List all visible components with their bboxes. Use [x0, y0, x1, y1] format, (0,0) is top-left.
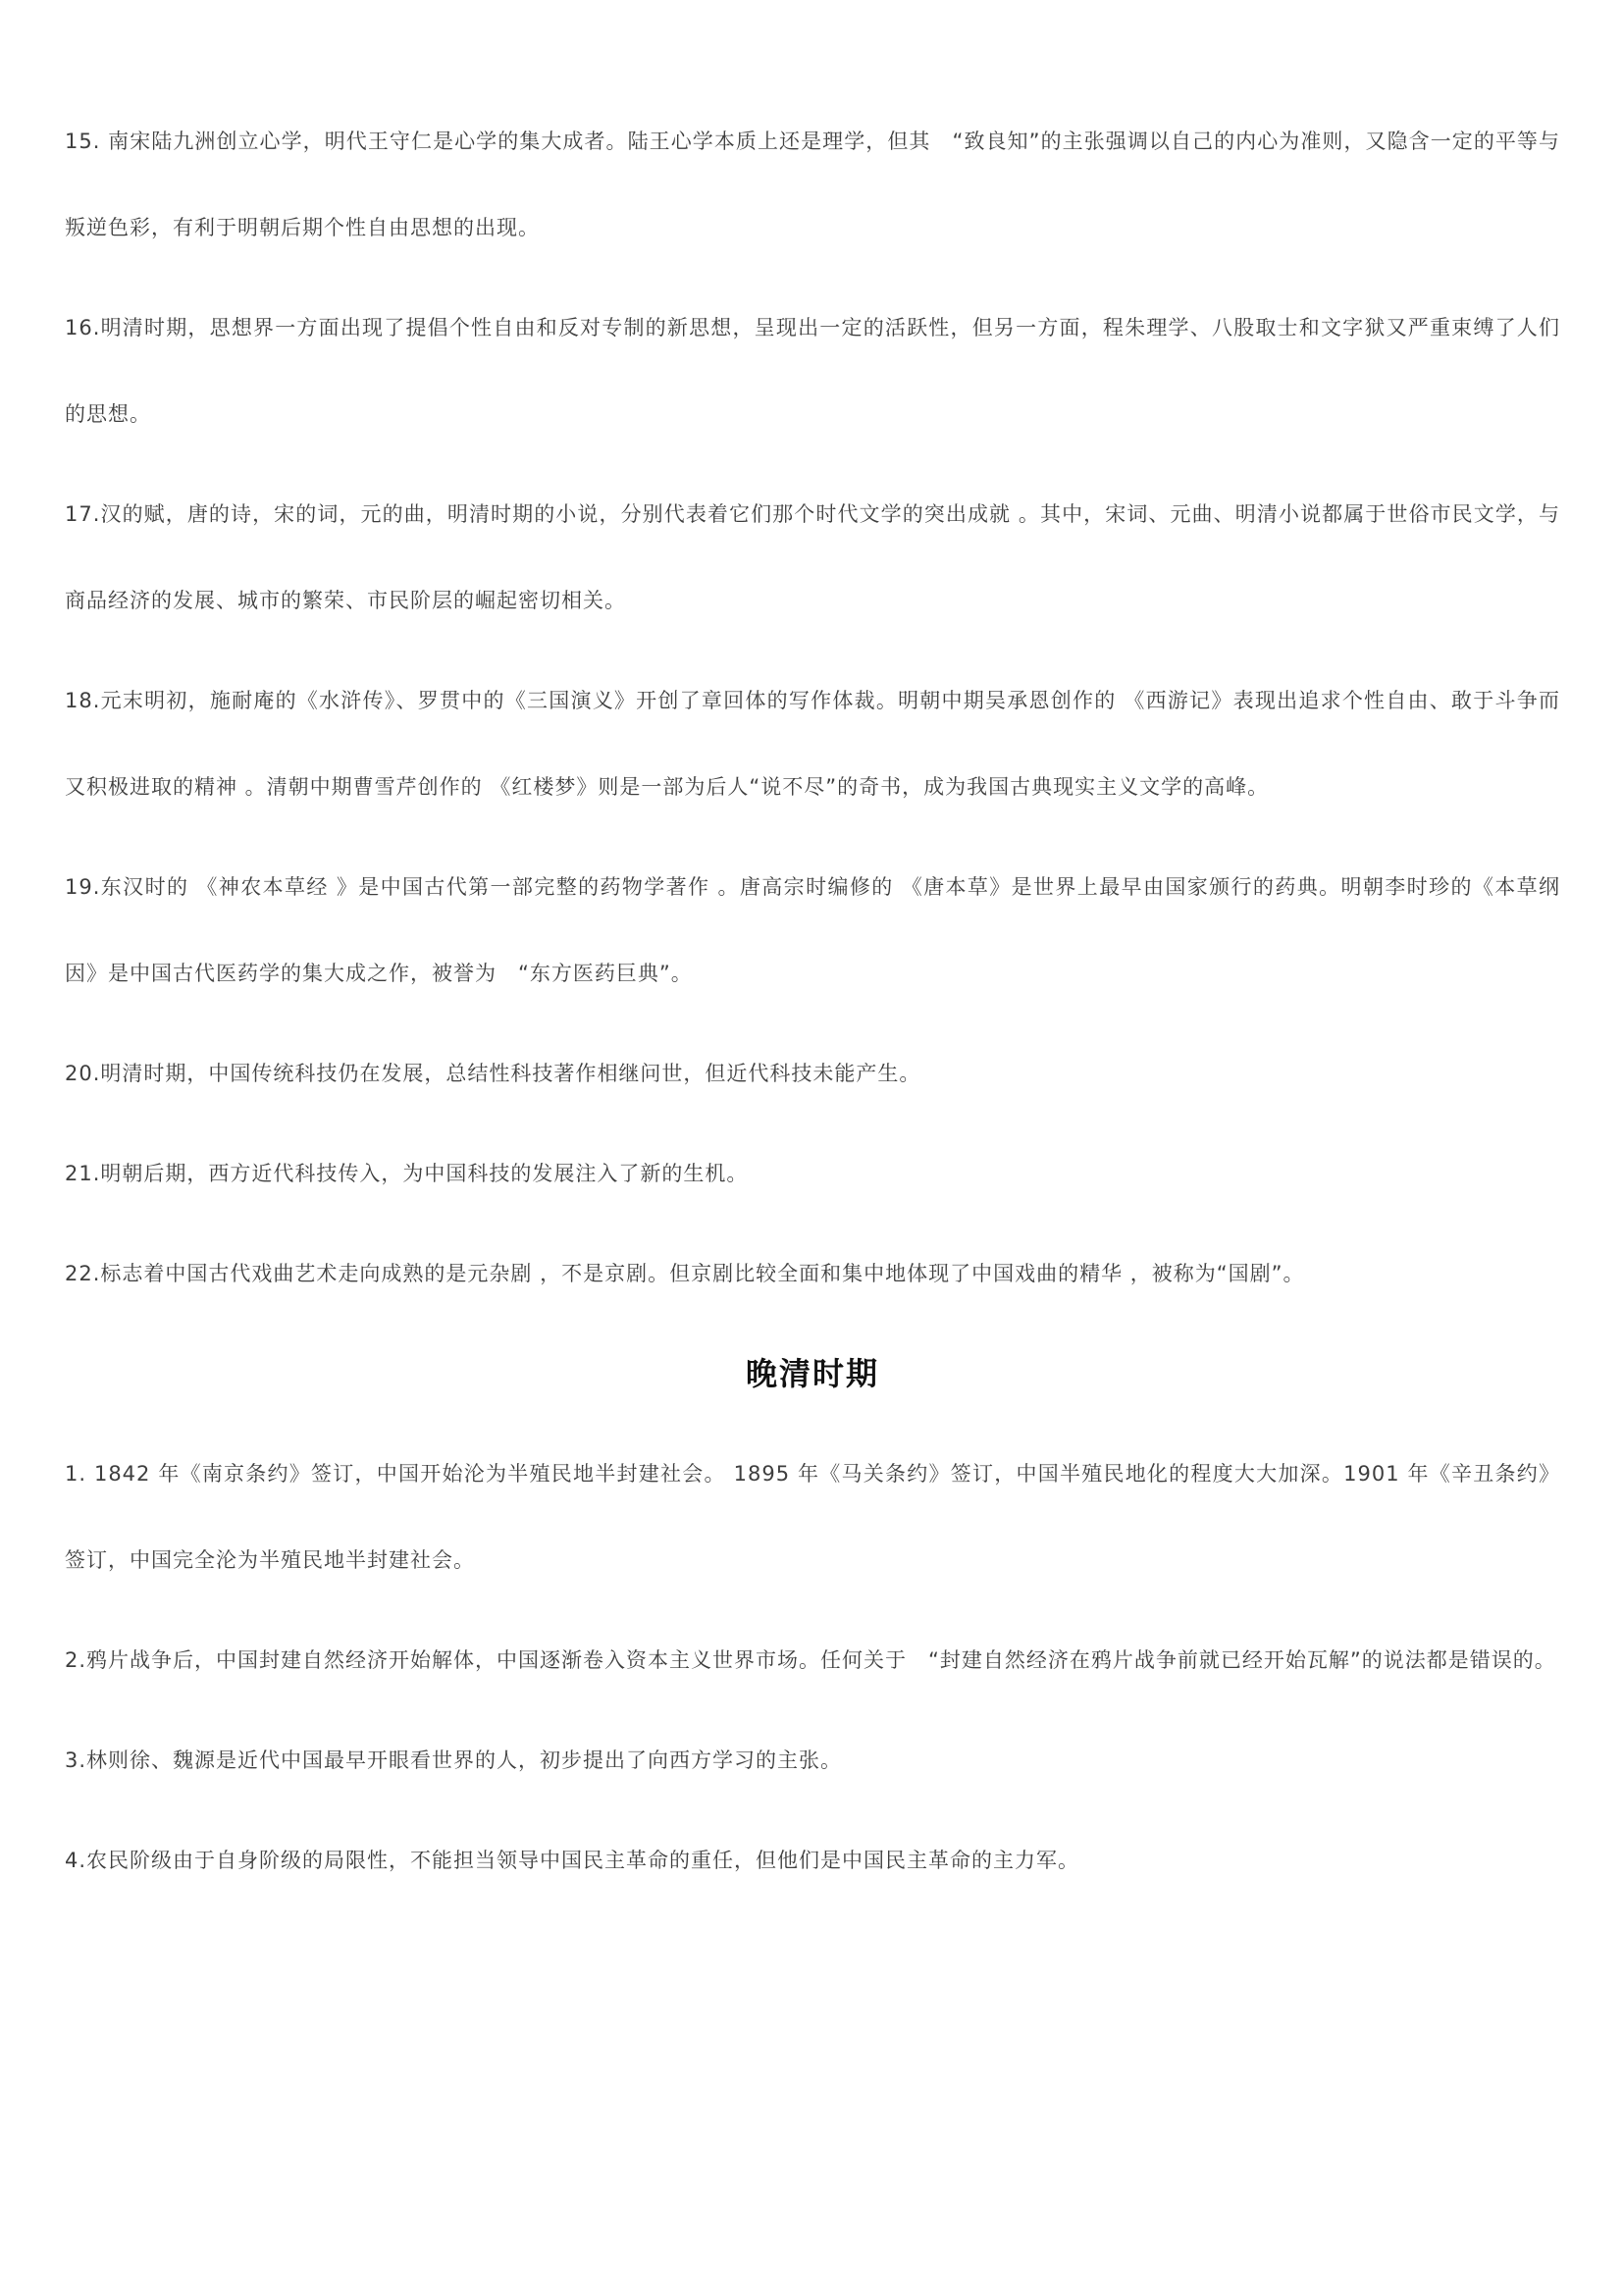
late-qing-note-4: 4.农民阶级由于自身阶级的局限性，不能担当领导中国民主革命的重任，但他们是中国民主革命的主力军。: [65, 1849, 1080, 1872]
section-heading-late-qing: 晚清时期: [745, 1355, 879, 1392]
late-qing-note-1: 1. 1842 年《南京条约》签订，中国开始沦为半殖民地半封建社会。 1895 年《马关条约》签订，中国半殖民地化的程度大大加深。1901 年《辛丑条约》签订，中国完全沦为半殖民地半封建社会。: [65, 1462, 1560, 1572]
note-item-18: 18.元末明初，施耐庵的《水浒传》、罗贯中的《三国演义》开创了章回体的写作体裁。明朝中期吴承恩创作的 《西游记》表现出追求个性自由、敢于斗争而又积极进取的精神 。清朝中期曹雪芹创作的 《红楼梦》则是一部为后人“说不尽”的奇书，成为我国古典现实主义文学的高峰。: [65, 689, 1560, 799]
note-item-21: 21.明朝后期，西方近代科技传入，为中国科技的发展注入了新的生机。: [65, 1162, 749, 1185]
note-item-17: 17.汉的赋，唐的诗，宋的词，元的曲，明清时期的小说，分别代表着它们那个时代文学的突出成就 。其中，宋词、元曲、明清小说都属于世俗市民文学，与商品经济的发展、城市的繁荣、市民阶层的崛起密切相关。: [65, 502, 1560, 612]
late-qing-note-2: 2.鸦片战争后，中国封建自然经济开始解体，中国逐渐卷入资本主义世界市场。任何关于 “封建自然经济在鸦片战争前就已经开始瓦解”的说法都是错误的。: [65, 1648, 1556, 1672]
note-item-22: 22.标志着中国古代戏曲艺术走向成熟的是元杂剧 ，不是京剧。但京剧比较全面和集中地体现了中国戏曲的精华 ，被称为“国剧”。: [65, 1262, 1305, 1285]
note-item-19: 19.东汉时的 《神农本草经 》是中国古代第一部完整的药物学著作 。唐高宗时编修的 《唐本草》是世界上最早由国家颁行的药典。明朝李时珍的《本草纲因》是中国古代医药学的集大成之作，被誉为 “东方医药巨典”。: [65, 875, 1560, 985]
late-qing-note-3: 3.林则徐、魏源是近代中国最早开眼看世界的人，初步提出了向西方学习的主张。: [65, 1748, 843, 1772]
note-item-15: 15. 南宋陆九洲创立心学，明代王守仁是心学的集大成者。陆王心学本质上还是理学，但其 “致良知”的主张强调以自己的内心为准则，又隐含一定的平等与叛逆色彩，有利于明朝后期个性自由思想的出现。: [65, 130, 1560, 239]
note-item-20: 20.明清时期，中国传统科技仍在发展，总结性科技著作相继问世，但近代科技未能产生。: [65, 1062, 921, 1085]
note-item-16: 16.明清时期，思想界一方面出现了提倡个性自由和反对专制的新思想，呈现出一定的活跃性，但另一方面，程朱理学、八股取士和文字狱又严重束缚了人们的思想。: [65, 316, 1560, 426]
